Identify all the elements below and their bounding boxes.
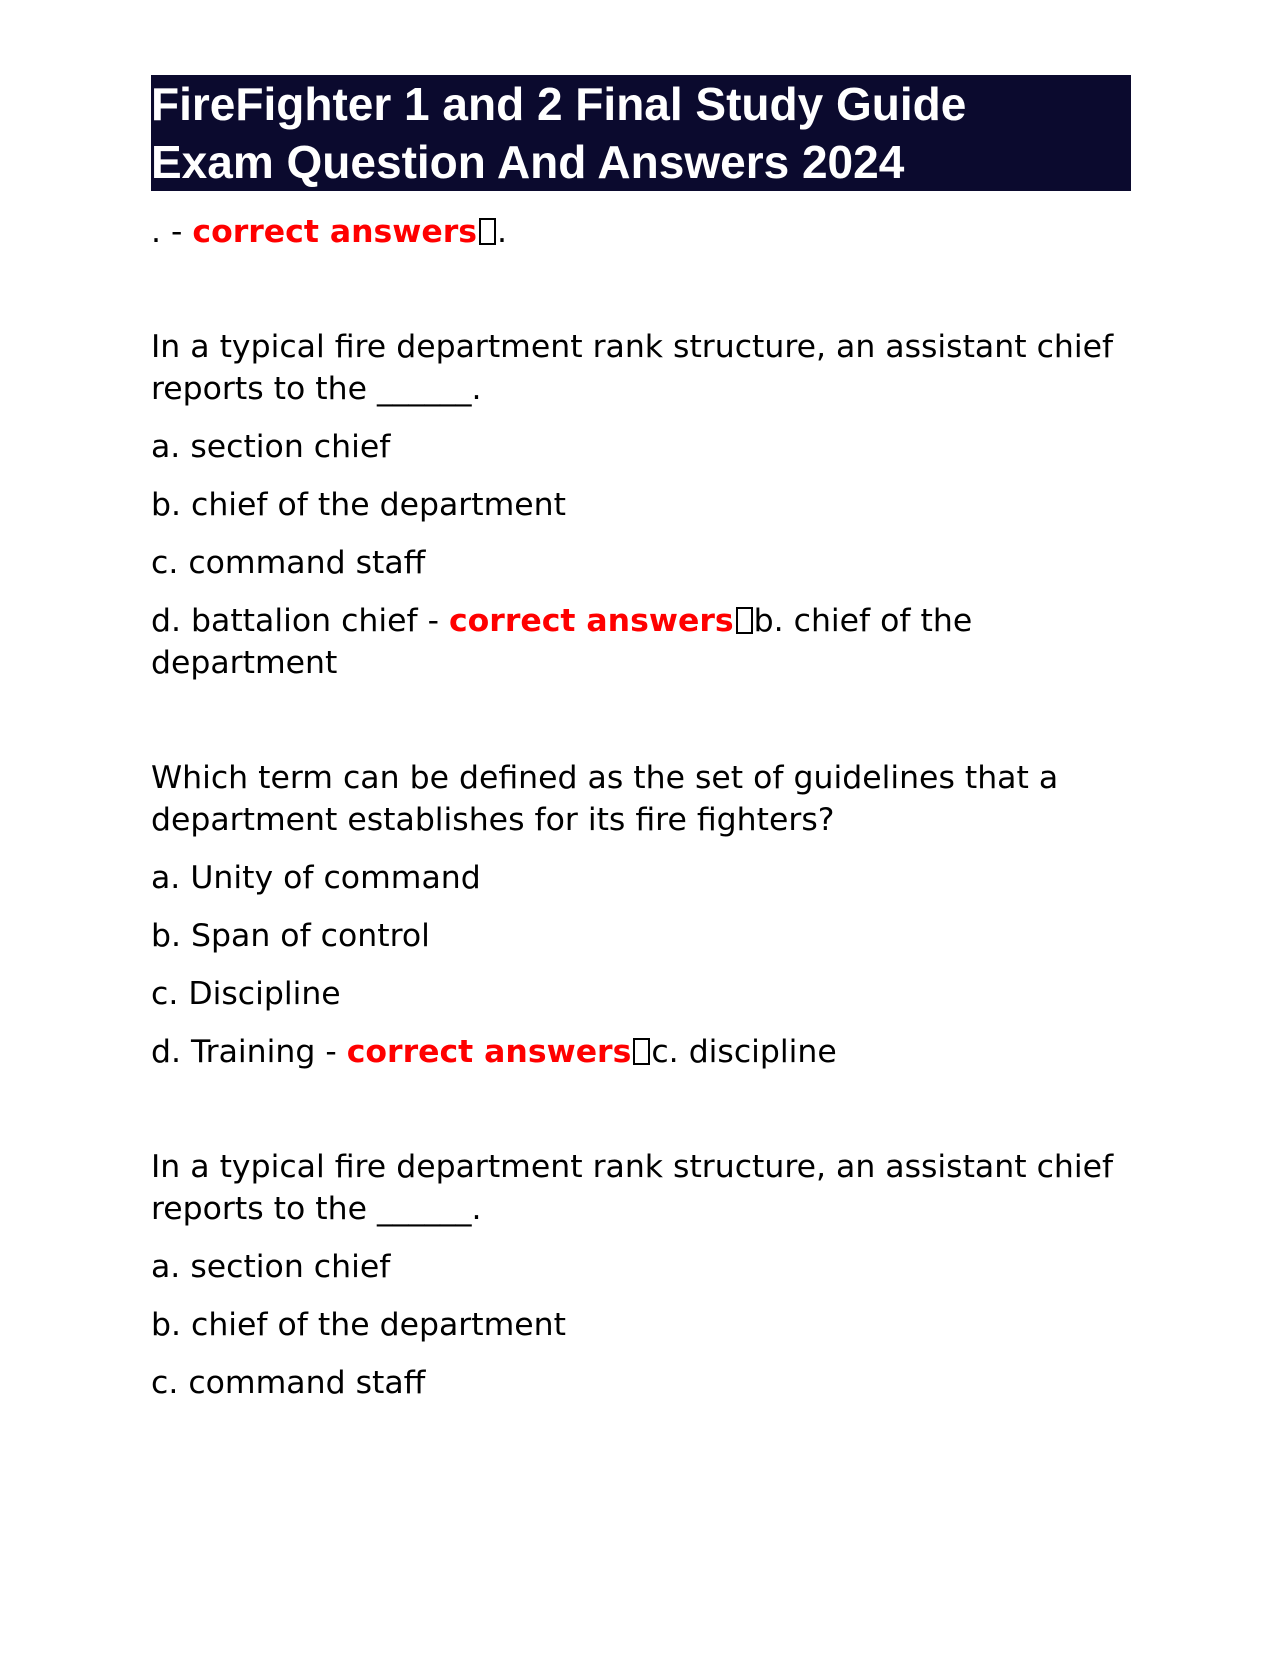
question-text: In a typical fire department rank structure, an assistant chief reports to the ______.: [151, 1149, 1114, 1227]
document-page: [151, 75, 1131, 1404]
option-a: a. Unity of command: [151, 860, 481, 896]
option-b: b. chief of the department: [151, 1307, 566, 1343]
missing-glyph-icon: [736, 607, 753, 634]
option-d-with-answer: [151, 600, 1131, 684]
option-c: c. command staff: [151, 545, 426, 581]
answer-marker: correct answers: [192, 214, 478, 250]
title-line-2: Exam Question And Answers 2024: [151, 136, 905, 188]
option-a: a. section chief: [151, 1249, 391, 1285]
question-text: In a typical fire department rank structure, an assistant chief reports to the ______.: [151, 329, 1114, 407]
option-d-with-answer: [151, 1031, 1131, 1073]
missing-glyph-icon: [633, 1038, 650, 1065]
option-d: d. Training -: [151, 1034, 347, 1070]
answer-text: c. discipline: [651, 1034, 837, 1070]
option-c: c. Discipline: [151, 976, 341, 1012]
question-text: Which term can be defined as the set of guidelines that a department establishes for its fire fighters?: [151, 760, 1059, 838]
document-title: [151, 75, 1131, 191]
answer-text: b. chief of the department: [151, 603, 973, 681]
option-b: b. Span of control: [151, 918, 430, 954]
intro-line: [151, 211, 1131, 253]
option-a: a. section chief: [151, 429, 391, 465]
intro-prefix: . -: [151, 214, 193, 250]
question-3: [151, 1146, 1131, 1404]
missing-glyph-icon: [479, 218, 496, 245]
title-line-1: FireFighter 1 and 2 Final Study Guide: [151, 78, 967, 130]
option-c: c. command staff: [151, 1365, 426, 1401]
question-2: [151, 757, 1131, 1073]
question-1: [151, 326, 1131, 684]
answer-marker: correct answers: [346, 1034, 632, 1070]
option-d: d. battalion chief -: [151, 603, 449, 639]
intro-suffix: .: [497, 214, 508, 250]
option-b: b. chief of the department: [151, 487, 566, 523]
answer-marker: correct answers: [448, 603, 734, 639]
